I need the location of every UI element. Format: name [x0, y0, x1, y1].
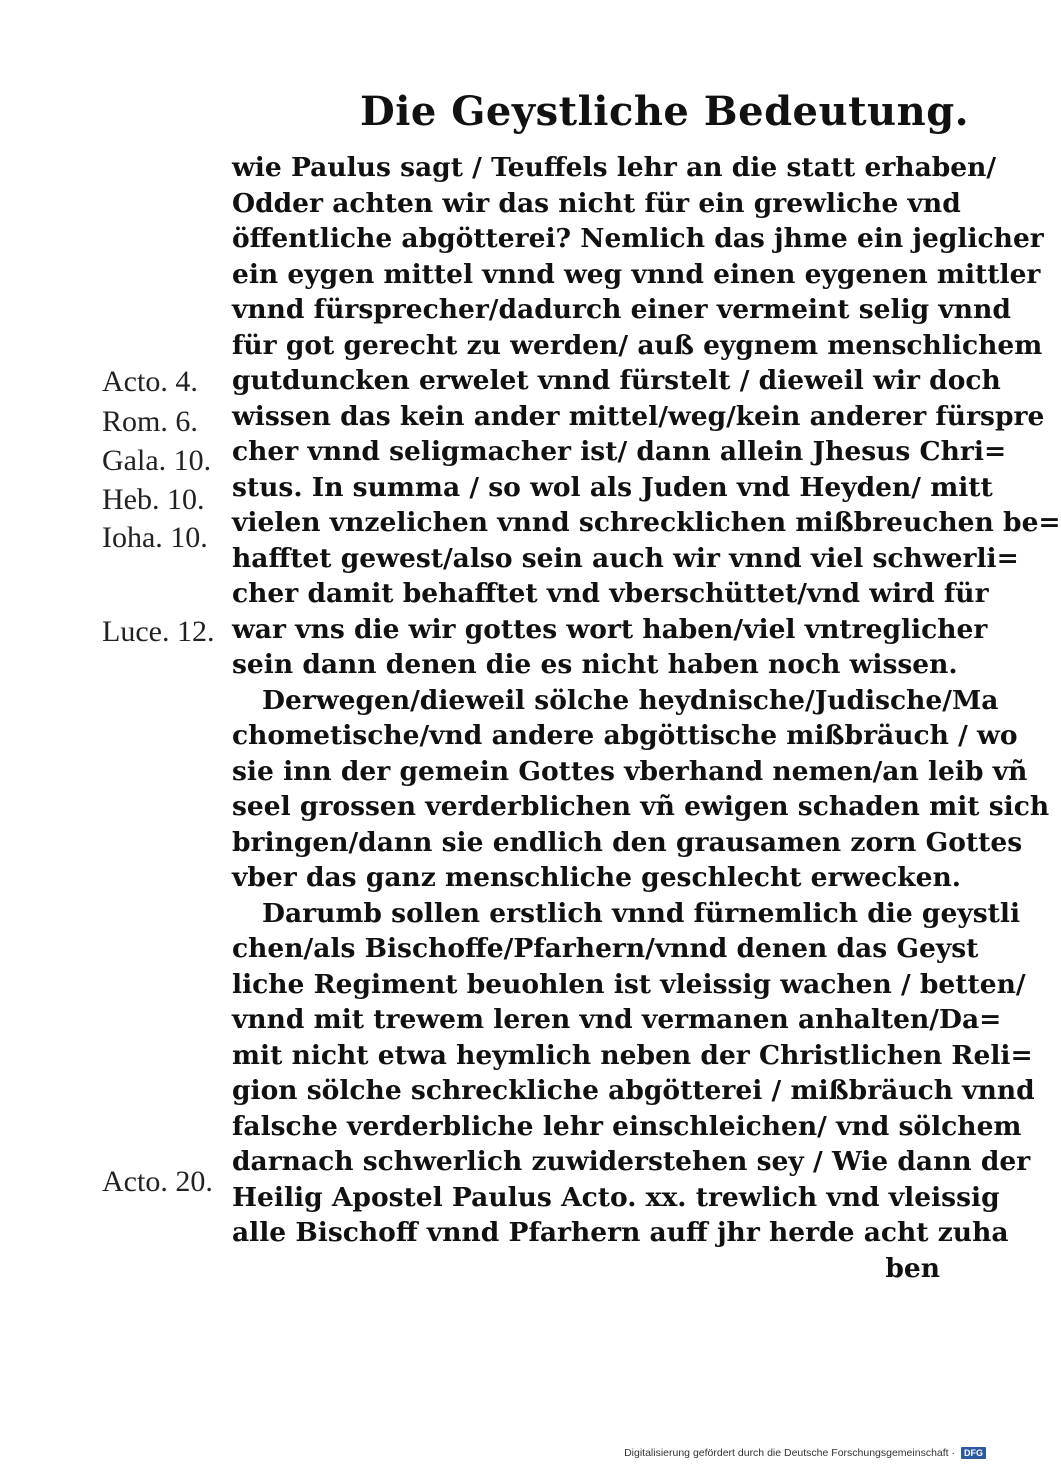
text-line: öffentliche abgötterei? Nemlich das jhme ein jeglicher [232, 223, 1044, 254]
margin-note: Luce. 12. [102, 615, 215, 648]
text-line: für got gerecht zu werden/ auß eygnem menschlichem [232, 329, 1043, 361]
margin-note: Acto. 20. [102, 1165, 213, 1198]
text-line: hafftet gewest/also sein auch wir vnnd viel schwerli= [232, 542, 1019, 574]
text-line: ein eygen mittel vnnd weg vnnd einen eygenen mittler [232, 258, 1041, 290]
text-line: gutduncken erwelet vnnd fürstelt / dieweil wir doch [232, 365, 1001, 396]
text-line: seel grossen verderblichen vñ ewigen schaden mit sich [232, 791, 1050, 822]
text-line: vnnd fürsprecher/dadurch einer vermeint selig vnnd [232, 294, 1011, 325]
text-line: alle Bischoff vnnd Pfarhern auff jhr herde acht zuha [232, 1217, 1009, 1248]
text-line: vber das ganz menschliche geschlecht erwecken. [232, 862, 962, 893]
body-text [232, 150, 1061, 1286]
dfg-logo: DFG [961, 1447, 986, 1459]
text-line: cher vnnd seligmacher ist/ dann allein Jhesus Chri= [232, 436, 1007, 467]
margin-note: Gala. 10. [102, 444, 212, 477]
text-line: cher damit behafftet vnd vberschüttet/vnd wird für [232, 578, 989, 609]
text-line: war vns die wir gottes wort haben/viel vntreglicher [232, 613, 988, 645]
margin-note: Rom. 6. [102, 405, 198, 438]
text-line: sein dann denen die es nicht haben noch wissen. [232, 649, 958, 680]
text-line: falsche verderbliche lehr einschleichen/ vnd sölchem [232, 1110, 1022, 1142]
text-line: chen/als Bischoffe/Pfarhern/vnnd denen das Geyst [232, 933, 979, 964]
paragraph-start-line: Darumb sollen erstlich vnnd fürnemlich die geystli [262, 897, 1021, 929]
text-line: Odder achten wir das nicht für ein grewliche vnd [232, 187, 961, 219]
text-line: sie inn der gemein Gottes vberhand nemen/an leib vñ [232, 755, 1028, 787]
credit-text: Digitalisierung gefördert durch die Deutsche Forschungsgemeinschaft · [624, 1447, 955, 1459]
digitization-credit [624, 1447, 986, 1459]
text-line: wie Paulus sagt / Teuffels lehr an die statt erhaben/ [232, 152, 997, 183]
margin-note: Acto. 4. [102, 365, 198, 398]
margin-note: Heb. 10. [102, 483, 205, 516]
text-line: darnach schwerlich zuwiderstehen sey / Wie dann der [232, 1146, 1031, 1177]
text-line: gion sölche schreckliche abgötterei / mißbräuch vnnd [232, 1075, 1035, 1106]
text-line: Heilig Apostel Paulus Acto. xx. trewlich vnd vleissig [232, 1181, 1000, 1213]
paragraph-start-line: Derwegen/dieweil sölche heydnische/Judische/Ma [262, 684, 999, 716]
text-line: wissen das kein ander mittel/weg/kein anderer fürspre [232, 400, 1045, 432]
running-title: Die Geystliche Bedeutung. [360, 88, 970, 135]
text-line: liche Regiment beuohlen ist vleissig wachen / betten/ [232, 968, 1026, 1000]
text-line: bringen/dann sie endlich den grausamen zorn Gottes [232, 826, 1023, 858]
margin-note: Ioha. 10. [102, 521, 208, 554]
text-line: stus. In summa / so wol als Juden vnd Heyden/ mitt [232, 471, 993, 503]
text-line: mit nicht etwa heymlich neben der Christlichen Reli= [232, 1039, 1033, 1071]
text-line: chometische/vnd andere abgöttische mißbräuch / wo [232, 720, 1018, 751]
catchword: ben [885, 1252, 940, 1284]
text-line: vnnd mit trewem leren vnd vermanen anhalten/Da= [232, 1004, 1002, 1035]
text-line: vielen vnzelichen vnnd schrecklichen mißbreuchen be= [232, 507, 1061, 538]
